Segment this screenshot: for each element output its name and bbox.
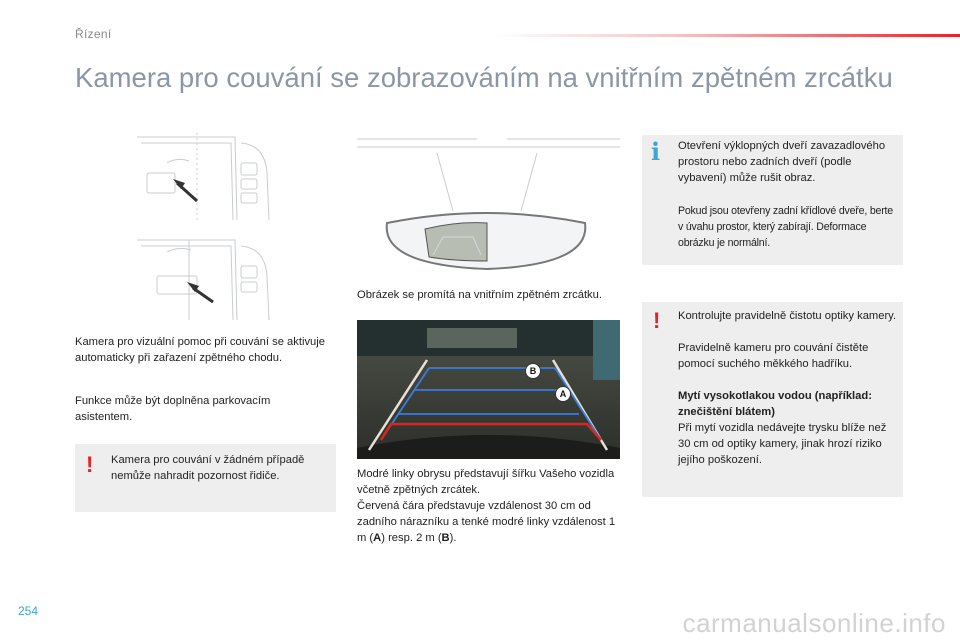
van-tailgate-drawing: [137, 133, 272, 220]
camera-view-drawing: [357, 320, 620, 459]
rear-view-mirror-illustration: [357, 133, 620, 278]
doors-info-text-1: Otevření výklopných dveří zavazadlového prostoru nebo zadních dveří (podle vybavení) může rušit obraz.: [678, 140, 886, 184]
guide-desc-1: Modré linky obrysu představují šířku Vašeho vozidla včetně zpětných zrcátek.: [357, 468, 615, 496]
pressure-wash-heading: Mytí vysokotlakou vodou (například: znečištění blátem): [678, 390, 872, 418]
mirror-drawing: [357, 133, 620, 278]
guide-desc-2-end: ).: [449, 532, 457, 544]
warning-exclamation-icon: !: [653, 308, 661, 333]
warning-exclamation-icon: !: [86, 452, 94, 477]
guide-desc-2-mid: ) resp. 2 m (: [381, 532, 442, 544]
guide-desc-2-b: B: [441, 532, 450, 544]
driver-attention-warning-text: Kamera pro couvání v žádném případě nemůže nahradit pozornost řidiče.: [111, 454, 305, 482]
marker-b: B: [525, 363, 541, 379]
watermark: carmanualsonline.info: [682, 608, 946, 638]
page-number: 254: [18, 604, 39, 618]
section-label: Řízení: [75, 27, 112, 41]
parking-assist-paragraph: Funkce může být doplněna parkovacím asistentem.: [75, 395, 271, 423]
mirror-caption: Obrázek se promítá na vnitřním zpětném zrcátku.: [357, 289, 602, 301]
page-title: Kamera pro couvání se zobrazováním na vnitřním zpětném zrcátku: [75, 62, 893, 93]
guide-desc-2-a: A: [373, 532, 382, 544]
header-rule: [490, 34, 960, 37]
van-doors-drawing: [137, 236, 272, 320]
doors-info-box: [642, 135, 903, 265]
marker-a: A: [555, 386, 571, 402]
pressure-wash-text: Při mytí vozidla nedávejte trysku blíže než 30 cm od optiky kamery, jinak hrozí riziko jejího poškození.: [678, 422, 887, 466]
cleaning-text-2: Pravidelně kameru pro couvání čistěte pomocí suchého měkkého hadříku.: [678, 342, 869, 370]
van-rear-illustration-1: [137, 133, 272, 220]
guide-desc-2-text: Červená čára představuje vzdálenost 30 cm od zadního nárazníku a tenké modré linky vzdálenost 1 m (: [357, 500, 616, 544]
cleaning-text-1: Kontrolujte pravidelně čistotu optiky kamery.: [678, 310, 897, 322]
camera-guide-description: [357, 466, 619, 546]
driver-attention-warning-box: [75, 444, 336, 512]
guide-desc-2: [357, 498, 619, 546]
intro-paragraph: Kamera pro vizuální pomoc při couvání se aktivuje automaticky při zařazení zpětného chodu.: [75, 336, 325, 364]
info-icon: i: [651, 137, 661, 166]
doors-info-text-2: Pokud jsou otevřeny zadní křídlové dveře, berte v úvahu prostor, který zabírají. Deformace obrázku je normální.: [678, 205, 893, 249]
camera-view-image: [357, 320, 620, 459]
van-rear-illustration-2: [137, 236, 272, 320]
camera-cleaning-warning-box: [642, 302, 903, 497]
